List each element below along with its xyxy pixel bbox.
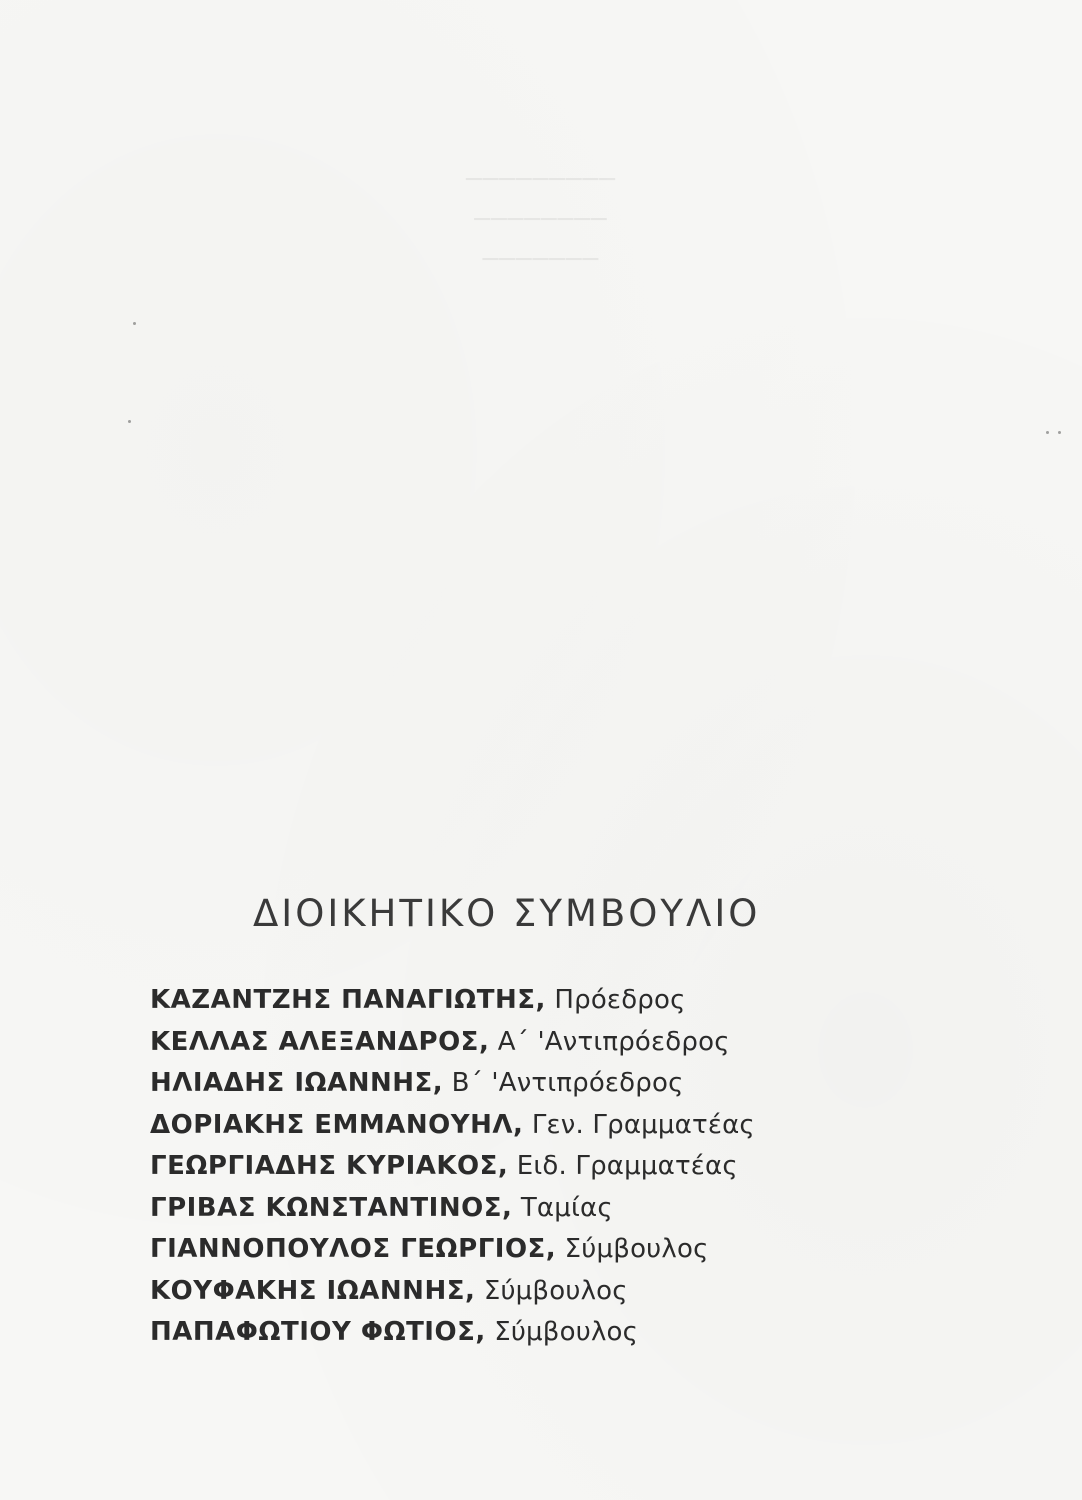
paper-speck — [1058, 431, 1061, 434]
member-role: Γεν. Γραμματέας — [531, 1109, 755, 1140]
member-name: ΚΕΛΛΑΣ ΑΛΕΞΑΝΔΡΟΣ, — [150, 1026, 490, 1057]
paper-speck — [133, 322, 136, 325]
members-list — [150, 980, 910, 1354]
member-name: ΚΑΖΑΝΤΖΗΣ ΠΑΝΑΓΙΩΤΗΣ, — [150, 985, 546, 1015]
member-role: Β΄ 'Αντιπρόεδρος — [451, 1068, 684, 1098]
member-row — [150, 1146, 910, 1188]
board-title: ΔΙΟΙΚΗΤΙΚΟ ΣΥΜΒΟΥΛΙΟ — [253, 892, 761, 935]
board-of-directors — [150, 890, 910, 1354]
member-row — [150, 1188, 910, 1230]
member-name: ΔΟΡΙΑΚΗΣ ΕΜΜΑΝΟΥΗΛ, — [150, 1109, 524, 1140]
member-role: Σύμβουλος — [483, 1275, 628, 1306]
member-row — [150, 1271, 910, 1313]
member-role: Πρόεδρος — [554, 985, 686, 1015]
member-name: ΓΡΙΒΑΣ ΚΩΝΣΤΑΝΤΙΝΟΣ, — [150, 1192, 513, 1223]
member-name: ΚΟΥΦΑΚΗΣ ΙΩΑΝΝΗΣ, — [150, 1275, 476, 1306]
member-role: Ειδ. Γραμματέας — [516, 1151, 738, 1181]
member-row — [150, 1022, 910, 1064]
member-row — [150, 1312, 910, 1354]
member-name: ΓΙΑΝΝΟΠΟΥΛΟΣ ΓΕΩΡΓΙΟΣ, — [150, 1234, 557, 1264]
member-role: Σύμβουλος — [564, 1234, 709, 1264]
member-row — [150, 1063, 910, 1105]
member-role: Σύμβουλος — [494, 1317, 639, 1347]
member-role: Ταμίας — [520, 1192, 613, 1223]
member-row — [150, 980, 910, 1022]
member-name: ΓΕΩΡΓΙΑΔΗΣ ΚΥΡΙΑΚΟΣ, — [150, 1151, 509, 1181]
member-role: Α΄ 'Αντιπρόεδρος — [497, 1026, 730, 1057]
member-row — [150, 1105, 910, 1147]
paper-speck — [1046, 431, 1049, 434]
member-name: ΗΛΙΑΔΗΣ ΙΩΑΝΝΗΣ, — [150, 1068, 444, 1098]
reverse-side-bleed-through: ───────── ──────── ─────── — [465, 165, 615, 275]
paper-speck — [128, 420, 131, 423]
member-name: ΠΑΠΑΦΩΤΙΟΥ ΦΩΤΙΟΣ, — [150, 1317, 486, 1347]
member-row — [150, 1229, 910, 1271]
